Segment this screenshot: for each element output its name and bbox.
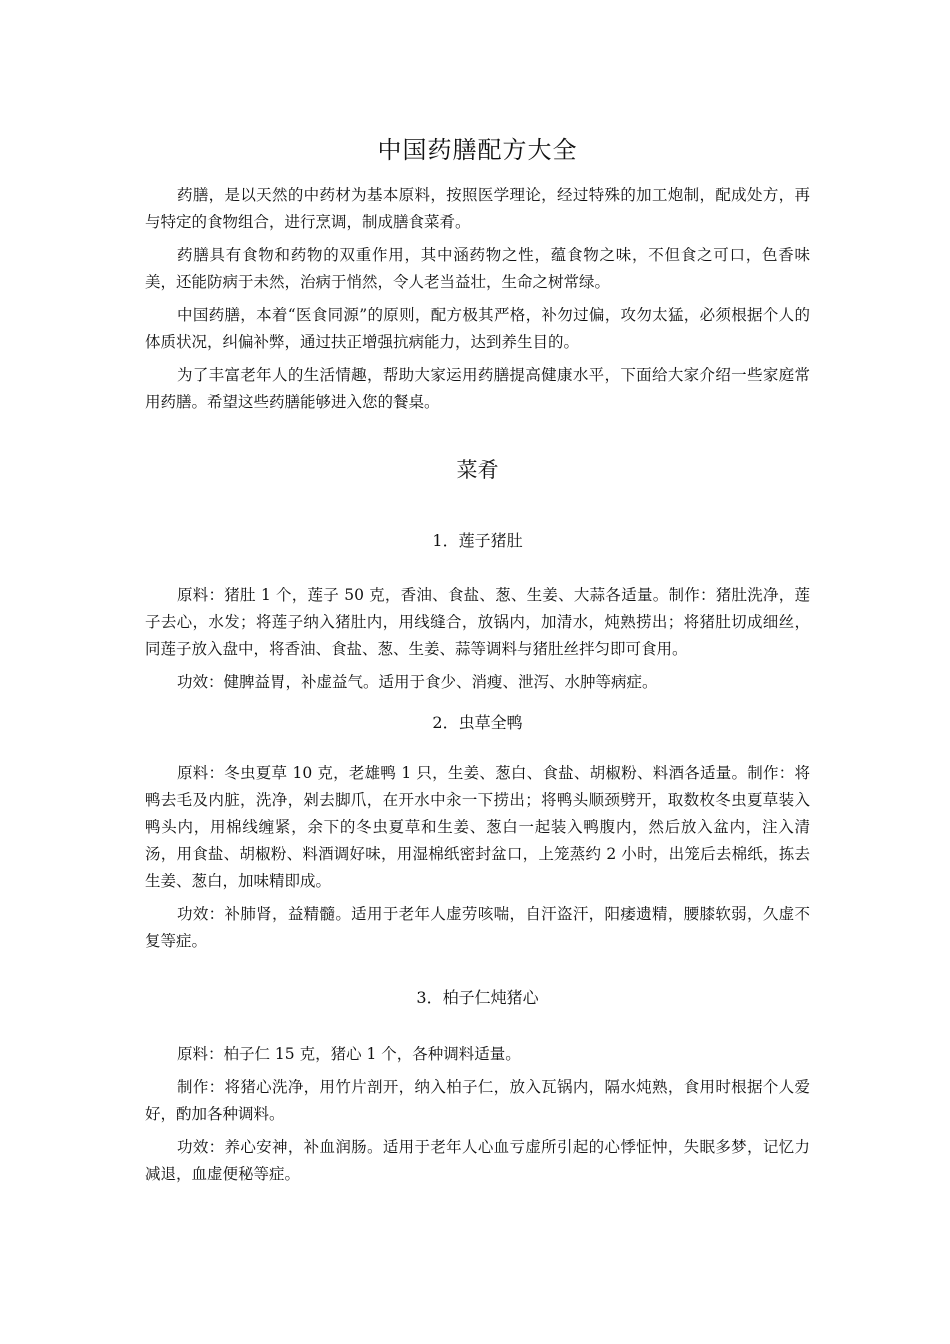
recipe-paragraph: 原料：柏子仁 15 克，猪心 1 个，各种调料适量。	[177, 1045, 521, 1063]
recipe-paragraph: 制作：将猪心洗净，用竹片剖开，纳入柏子仁，放入瓦锅内，隔水炖熟，食用时根据个人爱好，酌加各种调料。	[145, 1078, 810, 1123]
recipe-paragraph: 原料：猪肚 1 个，莲子 50 克，香油、食盐、葱、生姜、大蒜各适量。制作：猪肚洗净，莲子去心，水发；将莲子纳入猪肚内，用线缝合，放锅内，加清水，炖熟捞出；将猪肚切成细丝，同莲子放入盘中，将香油、食盐、葱、生姜、蒜等调料与猪肚丝拌匀即可食用。	[145, 586, 810, 658]
document-page	[145, 132, 810, 1194]
recipe-paragraph: 功效：补肺肾，益精髓。适用于老年人虚劳咳喘，自汗盗汗，阳痿遗精，腰膝软弱，久虚不复等症。	[145, 905, 810, 950]
intro-paragraph: 中国药膳，本着“医食同源”的原则，配方极其严格，补勿过偏，攻勿太猛，必须根据个人的体质状况，纠偏补弊，通过扶正增强抗病能力，达到养生目的。	[145, 306, 810, 351]
recipe-paragraph: 功效：养心安神，补血润肠。适用于老年人心血亏虚所引起的心悸怔忡，失眠多梦，记忆力减退，血虚便秘等症。	[145, 1138, 810, 1183]
section-title: 菜肴	[456, 458, 499, 482]
intro-paragraph: 药膳具有食物和药物的双重作用，其中涵药物之性，蕴食物之味，不但食之可口，色香味美，还能防病于未然，治病于悄然，令人老当益壮，生命之树常绿。	[145, 246, 810, 291]
intro-paragraph: 为了丰富老年人的生活情趣，帮助大家运用药膳提高健康水平，下面给大家介绍一些家庭常用药膳。希望这些药膳能够进入您的餐桌。	[145, 366, 810, 411]
recipe-title: 3．柏子仁炖猪心	[416, 988, 539, 1007]
recipe-paragraph: 功效：健脾益胃，补虚益气。适用于食少、消瘦、泄泻、水肿等病症。	[177, 673, 658, 691]
document-title: 中国药膳配方大全	[377, 136, 578, 164]
recipe-title: 2．虫草全鸭	[432, 713, 523, 732]
recipe-paragraph: 原料：冬虫夏草 10 克，老雄鸭 1 只，生姜、葱白、食盐、胡椒粉、料酒各适量。制作：将鸭去毛及内脏，洗净，剁去脚爪，在开水中汆一下捞出；将鸭头顺颈劈开，取数枚冬虫夏草装入鸭头内，用棉线缠紧，余下的冬虫夏草和生姜、葱白一起装入鸭腹内，然后放入盆内，注入清汤，用食盐、胡椒粉、料酒调好味，用湿棉纸密封盆口，上笼蒸约 2 小时，出笼后去棉纸，拣去生姜、葱白，加味精即成。	[145, 764, 810, 890]
intro-paragraph: 药膳，是以天然的中药材为基本原料，按照医学理论，经过特殊的加工炮制，配成处方，再与特定的食物组合，进行烹调，制成膳食菜肴。	[145, 186, 810, 231]
recipe-title: 1．莲子猪肚	[432, 531, 523, 550]
